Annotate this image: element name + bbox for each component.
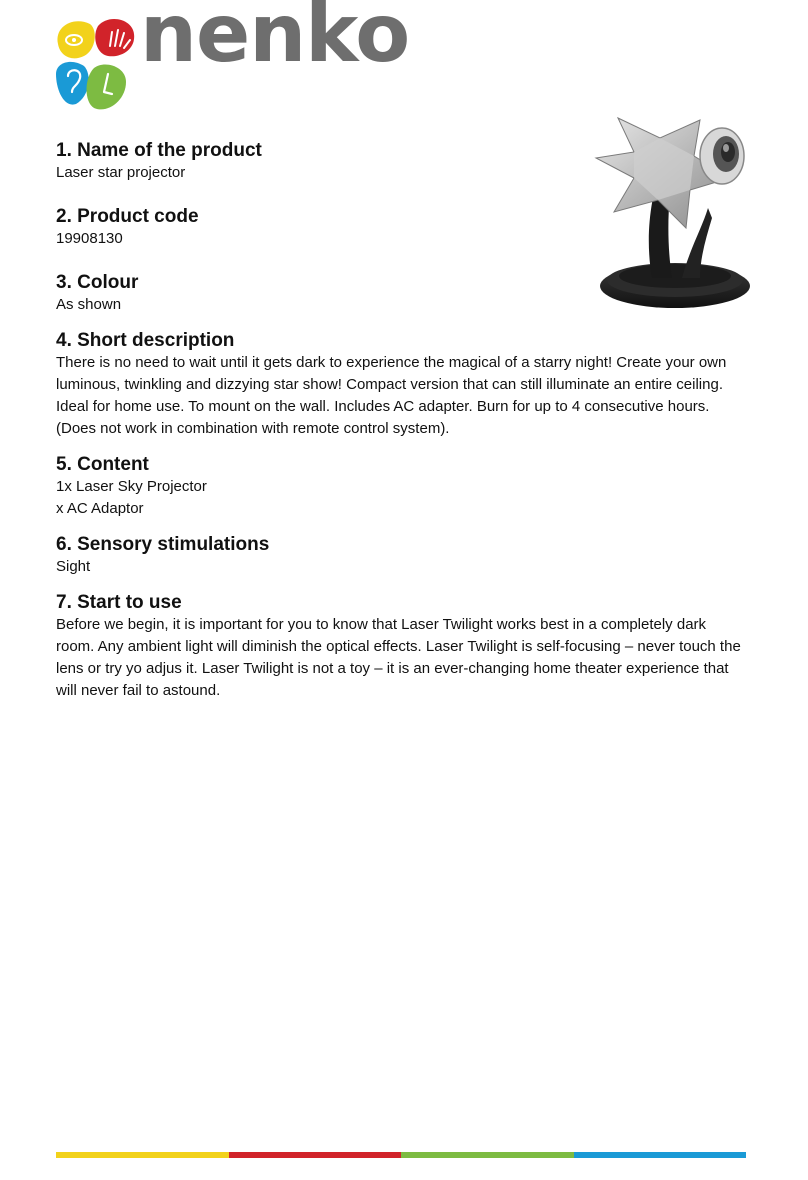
footer-bar-blue [574,1152,747,1158]
section-text: Before we begin, it is important for you to know that Laser Twilight works best in a completely dark room. Any ambient light will diminish the optical effects. Laser Twilight is self-focusing – never touch the lens or try yo adjus it. Laser Twilight is not a toy – it is an ever-changing home theater experience that will never fail to astound. [56,616,741,699]
section-heading: 3. Colour [56,272,139,293]
section-name [56,140,746,184]
section-short-description [56,330,746,440]
section-text: As shown [56,296,122,313]
section-text: 19908130 [56,230,123,247]
section-text: x AC Adaptor [56,500,144,517]
section-sensory-stimulations [56,534,746,578]
footer-bar-yellow [56,1152,229,1158]
section-text: Sight [56,558,91,575]
section-heading: 1. Name of the product [56,140,262,161]
product-sheet [56,140,746,702]
section-start-to-use [56,592,746,702]
section-heading: 6. Sensory stimulations [56,534,270,555]
footer-bar-green [401,1152,574,1158]
section-heading: 4. Short description [56,330,235,351]
section-content [56,454,746,520]
section-heading: 2. Product code [56,206,199,227]
section-colour [56,272,746,316]
section-heading: 5. Content [56,454,149,475]
footer-bar-red [229,1152,402,1158]
section-text: 1x Laser Sky Projector [56,478,207,495]
section-product-code [56,206,746,250]
section-text: Laser star projector [56,164,186,181]
section-text: There is no need to wait until it gets dark to experience the magical of a starry night! Create your own luminous, twinkling and dizzying star show! Compact version that can still illuminate an entire ceiling. Ideal for home use. To mount on the wall. Includes AC adapter. Burn for up to 4 consecutive hours. (Does not work in combination with remote control system). [56,354,727,437]
footer-color-bar [56,1152,746,1158]
logo-wordmark: nenko [140,0,410,80]
logo-petals-icon [52,16,142,116]
brand-logo [52,0,410,116]
section-heading: 7. Start to use [56,592,182,613]
